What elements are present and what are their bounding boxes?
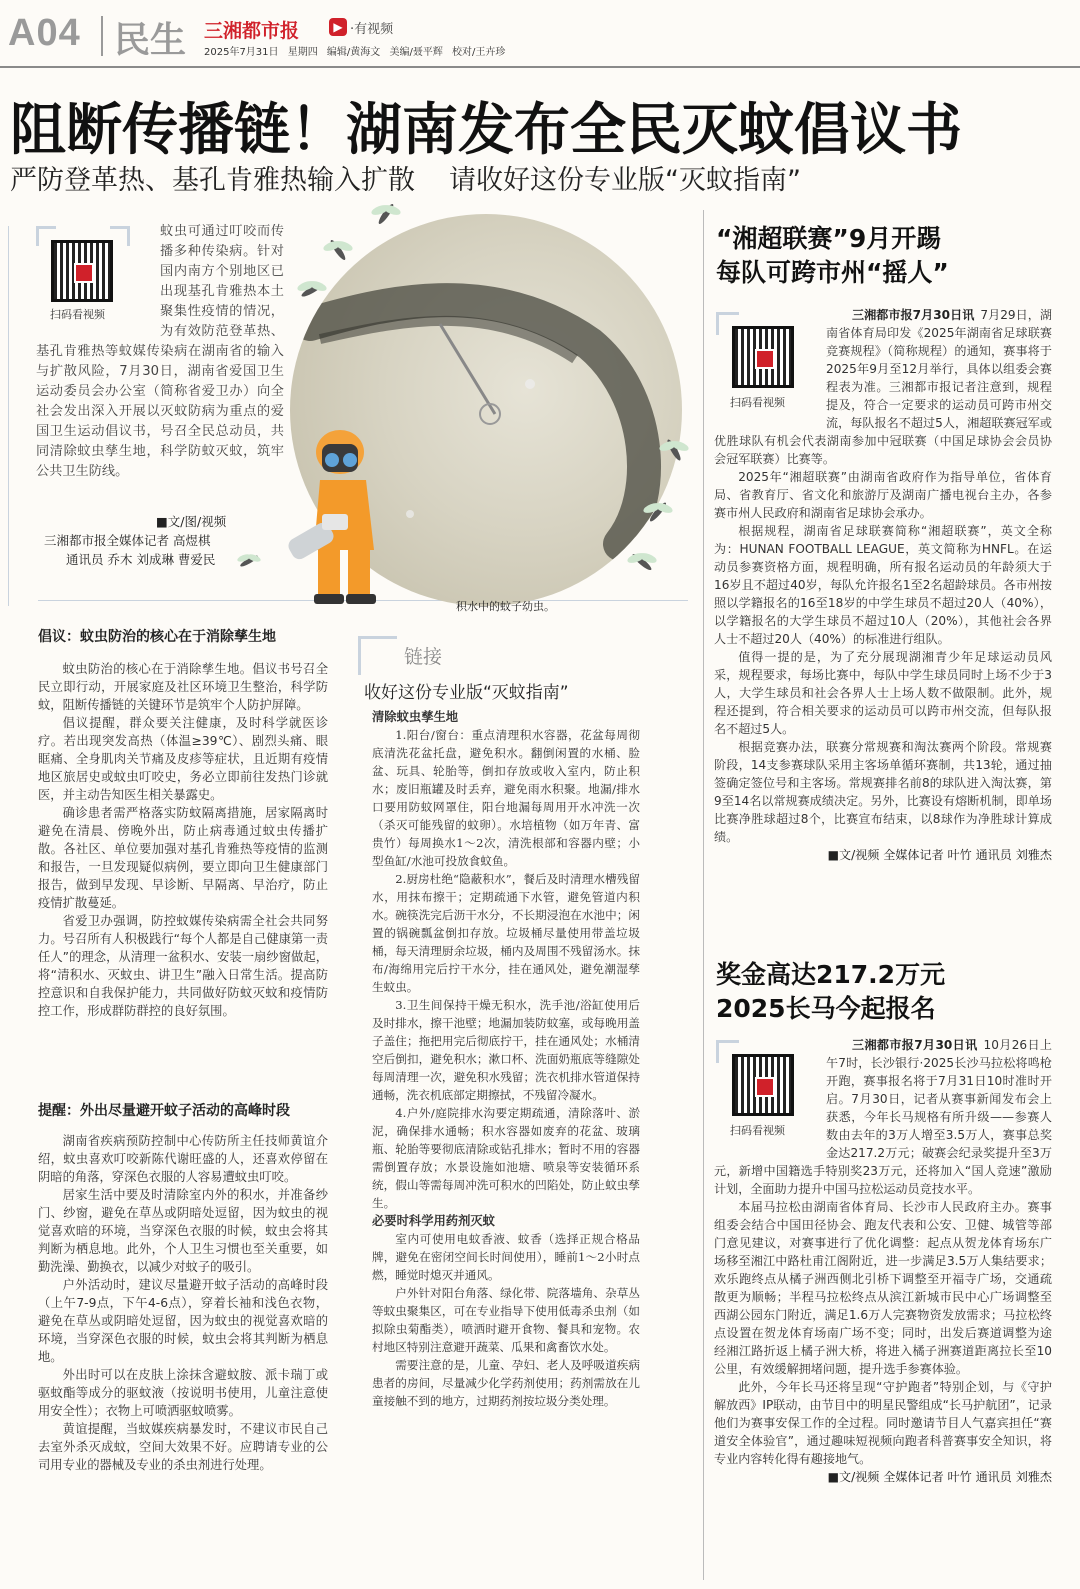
intro-float-spacer bbox=[36, 222, 160, 340]
page-number: A04 bbox=[8, 12, 81, 54]
story2-headline-line1: “湘超联赛”9月开踢 bbox=[716, 224, 942, 253]
paragraph: 户外活动时，建议尽量避开蚊子活动的高峰时段（上午7-9点，下午4-6点），穿着长袖和浅色衣物，避免在草丛或阴暗处逗留，因为蚊虫的视觉喜欢暗的环境，当穿深色衣服的时候，蚊虫会将其判断为栖息地。 bbox=[38, 1278, 328, 1364]
intro-paragraph bbox=[36, 222, 284, 482]
section-heading-1: 倡议：蚊虫防治的核心在于消除孳生地 bbox=[38, 629, 276, 645]
story3-qr-caption: 扫码看视频 bbox=[730, 1124, 785, 1137]
qr-float-spacer bbox=[714, 1036, 826, 1162]
paragraph: 湖南省疾病预防控制中心传防所主任技师黄谊介绍，蚊虫喜欢叮咬新陈代谢旺盛的人，还喜欢停留在阴暗的角落，穿深色衣服的人容易遭蚊虫叮咬。 bbox=[38, 1134, 328, 1184]
paragraph: 居家生活中要及时清除室内外的积水，并准备纱门、纱窗，避免在草丛或阴暗处逗留，因为蚊虫的视觉喜欢暗的环境，当穿深色衣服的时候，蚊虫会将其判断为栖息地。此外，个人卫生习惯也至关重要，如勤洗澡、勤换衣，以减少对蚊子的吸引。 bbox=[38, 1188, 328, 1274]
newspaper-name: 三湘都市报 bbox=[204, 20, 300, 42]
paragraph: 此外，今年长马还将呈现“守护跑者”特别企划，与《守护解放西》IP联动，由节目中的明星民警组成“长马护航团”，记录他们为赛事安保工作的全过程。同时邀请节目人气嘉宾担任“赛道安全体验官”，通过趣味短视频向跑者科普赛事安全知识，将专业内容转化得有趣接地气。 bbox=[714, 1380, 1052, 1466]
column-rule bbox=[703, 210, 704, 1580]
paragraph: 确诊患者需严格落实防蚊隔离措施，居家隔离时避免在清晨、傍晚外出，防止病毒通过蚊虫传播扩散。各社区、单位要加强对基孔肯雅热等疫情的监测和报告，一旦发现疑似病例，要立即向卫生健康部门报告，做到早发现、早诊断、早隔离、早治疗，防止疫情扩散蔓延。 bbox=[38, 806, 328, 910]
story3-dateline: 三湘都市报7月30日讯 bbox=[852, 1038, 978, 1052]
guide-body bbox=[372, 708, 640, 1410]
section-body-1 bbox=[38, 660, 328, 1020]
credit-line-2: 三湘都市报全媒体记者 高煜棋 bbox=[44, 533, 211, 548]
paragraph: 倡议提醒，群众要关注健康，及时科学就医诊疗。若出现突发高热（体温≥39℃）、剧烈头痛、眼眶痛、全身肌肉关节痛及皮疹等症状，且近期有疫情地区旅居史或蚊虫叮咬史，务必立即前往发热门诊就医，并主动告知医生相关暴露史。 bbox=[38, 716, 328, 802]
story3-body bbox=[714, 1036, 1052, 1486]
main-headline: 阻断传播链！湖南发布全民灭蚊倡议书 bbox=[10, 98, 962, 163]
sub-headline-2: 请收好这份专业版“灭蚊指南” bbox=[449, 165, 801, 196]
worker-leg bbox=[348, 550, 370, 596]
story2-headline bbox=[716, 222, 1066, 290]
section-body-2 bbox=[38, 1132, 328, 1474]
issue-date: 2025年7月31日 bbox=[204, 47, 279, 58]
paragraph: 本届马拉松由湖南省体育局、长沙市人民政府主办。赛事组委会结合中国田径协会、跑友代表和公安、卫健、城管等部门意见建议，对赛事进行了优化调整：起点从贺龙体育场东广场移至湘江中路杜甫江阁附近，进一步满足3.5万人集结要求；欢乐跑终点从橘子洲西侧北引桥下调整至开福寺广场，交通疏散更为顺畅；半程马拉松终点从滨江新城市民中心广场调整至西湖公园东门附近，满足1.6万人完赛物资发放需求；马拉松终点设置在贺龙体育场南广场不变；同时，出发后赛道调整为途经湘江路折返上橘子洲大桥，将进入橘子洲赛道距离拉长至10公里，有效缓解拥堵问题，提升选手参赛体验。 bbox=[714, 1200, 1052, 1376]
story2-credit: ■文/视频 全媒体记者 叶竹 通讯员 刘雅杰 bbox=[827, 848, 1052, 862]
credit-line-3: 通讯员 乔木 刘成琳 曹爱民 bbox=[66, 552, 216, 567]
header-rule bbox=[0, 66, 1080, 68]
worker-leg bbox=[318, 550, 340, 596]
mosquito-icon bbox=[656, 432, 692, 468]
story3-credit: ■文/视频 全媒体记者 叶竹 通讯员 刘雅杰 bbox=[827, 1470, 1052, 1484]
pipette bbox=[440, 324, 495, 414]
story3-headline-line2: 2025长马今起报名 bbox=[716, 994, 936, 1023]
guide-item: 4.户外/庭院排水沟要定期疏通，清除落叶、淤泥，确保排水通畅；积水容器如废弃的花盆、玻璃瓶、轮胎等要彻底清除或钻孔排水；暂时不用的容器需倒置存放；水景设施如池塘、喷泉等安装循环系统，假山等需每周冲洗可积水的凹陷处，防止蚊虫孳生。 bbox=[372, 1106, 640, 1210]
mosquito-icon bbox=[640, 494, 676, 530]
video-label: ·有视频 bbox=[350, 22, 394, 37]
worker-boot bbox=[314, 594, 344, 604]
guide-item: 户外针对阳台角落、绿化带、院落墙角、杂草丛等蚊虫聚集区，可在专业指导下使用低毒杀虫剂（如拟除虫菊酯类），喷洒时避开食物、餐具和宠物。农村地区特别注意避开蔬菜、瓜果和禽畜饮水处。 bbox=[372, 1286, 640, 1354]
photo-caption: 积水中的蚊子幼虫。 bbox=[456, 600, 555, 613]
paragraph: 根据规程，湖南省足球联赛简称“湘超联赛”，英文全称为：HUNAN FOOTBALL LEAGUE，英文简称为HNFL。在运动员参赛资格方面，规程明确，所有报名运动员的年龄须大于16岁且不超过40岁，每队允许报名1至2名超龄球员。各市州按照以学籍报名的16至18岁的中学生球员不超过20人（40%），以学籍报名的大学生球员不超过10人（20%），其他社会各界人士不超过20人（40%）的标准进行组队。 bbox=[714, 524, 1052, 646]
intro-text: 蚊虫可通过叮咬而传播多种传染病。针对国内南方个别地区已出现基孔肯雅热本土聚集性疫情的情况，为有效防范登革热、基孔肯雅热等蚊媒传染病在湖南省的输入与扩散风险，7月30日，湖南省爱国卫生运动委员会办公室（简称省爱卫办）向全社会发出深入开展以灭蚊防病为重点的爱国卫生运动倡议书，号召全民总动员，共同清除蚊虫孳生地，科学防蚊灭蚊，筑牢公共卫生防线。 bbox=[36, 224, 284, 479]
section-heading-2: 提醒：外出尽量避开蚊子活动的高峰时段 bbox=[38, 1103, 290, 1119]
section-name: 民生 bbox=[114, 20, 187, 61]
video-logo-icon: ▶ bbox=[329, 18, 347, 36]
guide-subheading-2: 必要时科学用药剂灭蚊 bbox=[372, 1214, 495, 1228]
editor-credit: 编辑/黄海文 bbox=[326, 47, 381, 58]
credit-line-1: ■文/图/视频 bbox=[156, 514, 227, 529]
guide-item: 室内可使用电蚊香液、蚊香（选择正规合格品牌，避免在密闭空间长时间使用），睡前1～2小时点燃，睡觉时熄灭并通风。 bbox=[372, 1232, 640, 1282]
sub-headline bbox=[10, 158, 801, 197]
mosquito-icon bbox=[368, 196, 404, 232]
worker-goggle bbox=[325, 453, 339, 467]
mosquito-icon bbox=[234, 546, 264, 576]
story2-body bbox=[714, 306, 1052, 864]
mosquito-icon bbox=[320, 232, 356, 268]
qr-float-spacer bbox=[714, 306, 826, 432]
link-label: 链接 bbox=[404, 646, 443, 668]
paragraph: 外出时可以在皮肤上涂抹含避蚊胺、派卡瑞丁或驱蚊酯等成分的驱蚊液（按说明书使用，儿童注意使用安全性）；衣物上可喷洒驱蚊喷雾。 bbox=[38, 1368, 328, 1418]
header-divider bbox=[101, 16, 103, 56]
paragraph: 根据竞赛办法，联赛分常规赛和淘汰赛两个阶段。常规赛阶段，14支参赛球队采用主客场单循环赛制，共13轮，通过抽签确定签位号和主客场。常规赛排名前8的球队进入淘汰赛，第9至14名以常规赛成绩决定。另外，比赛设有熔断机制，即单场比赛净胜球超过8个，比赛宣布结束，以8球作为净胜球计算成绩。 bbox=[714, 740, 1052, 844]
mosquito-icon bbox=[294, 272, 330, 308]
designer-credit: 美编/聂平辉 bbox=[389, 47, 443, 58]
guide-item: 需要注意的是，儿童、孕妇、老人及呼吸道疾病患者的房间，尽量减少化学药剂使用；药剂需放在儿童接触不到的地方，过期药剂按垃圾分类处理。 bbox=[372, 1358, 640, 1408]
story3-headline-line1: 奖金高达217.2万元 bbox=[716, 960, 946, 989]
story2-dateline: 三湘都市报7月30日讯 bbox=[852, 308, 975, 322]
story2-lead: 7月29日，湖南省体育局印发《2025年湖南省足球联赛竞赛规程》（简称规程）的通知，赛事将于2025年9月至12月举行，具体以组委会赛程表为准。三湘都市报记者注意到，规程提及，符合一定要求的运动员可跨市州交流，每队报名不超过5人，湘超联赛冠军或优胜球队有机会代表湖南参加中冠联赛（中国足球协会会员协会冠军联赛）比赛等。 bbox=[714, 308, 1052, 466]
story3-lead: 10月26日上午7时，长沙银行·2025长沙马拉松将鸣枪开跑，赛事报名将于7月31日10时准时开启。7月30日，记者从赛事新闻发布会上获悉，今年长马规格有所升级——参赛人数由去年的3万人增至3.5万人，赛事总奖金达217.2万元；破赛会纪录奖提升至3万元，新增中国籍选手特别奖23万元，还将加入“国人竞速”激励计划，全面助力提升中国马拉松运动员竞技水平。 bbox=[714, 1038, 1053, 1196]
guide-item: 1.阳台/窗台：重点清理积水容器，花盆每周彻底清洗花盆托盘，避免积水。翻倒闲置的水桶、脸盆、玩具、轮胎等，倒扣存放或收入室内，防止积水；废旧瓶罐及时丢弃，避免雨水积聚。地漏/排水口要用防蚊网罩住，阳台地漏每周用开水冲洗一次（杀灭可能残留的蚊卵）。水培植物（如万年青、富贵竹）每周换水1～2次，清洗根部和容器内壁；小型鱼缸/水池可投放食蚊鱼。 bbox=[372, 728, 640, 868]
paragraph: 值得一提的是，为了充分展现湖湘青少年足球运动员风采，规程要求，每场比赛中，每队中学生球员同时上场不少于3人，大学生球员和社会各界人士上场人数不做限制。此外，规程还提到，符合相关要求的运动员可以跨市州交流，但每队报名不超过5人。 bbox=[714, 650, 1052, 736]
story2-qr-caption: 扫码看视频 bbox=[730, 396, 785, 409]
mosquito-icon bbox=[624, 544, 660, 580]
story2-headline-line2: 每队可跨市州“摇人” bbox=[716, 258, 949, 287]
paragraph: 蚊虫防治的核心在于消除孳生地。倡议书号召全民立即行动，开展家庭及社区环境卫生整治，科学防蚊，阻断传播链的关键环节是筑牢个人防护屏障。 bbox=[38, 662, 328, 712]
frame-line bbox=[8, 226, 9, 606]
story3-headline bbox=[716, 958, 1066, 1026]
guide-item: 3.卫生间保持干燥无积水，洗手池/浴缸使用后及时排水，擦干池壁；地漏加装防蚊塞，或每晚用盖子盖住；拖把用完后彻底拧干，挂在通风处；水桶清空后倒扣，避免积水；漱口杯、洗面奶瓶底等缝隙处每周清理一次，避免积水残留；洗衣机排水管道保持通畅，洗衣机底部定期擦拭，不残留冷凝水。 bbox=[372, 998, 640, 1102]
worker-illustration bbox=[288, 410, 428, 610]
worker-boot bbox=[346, 594, 376, 604]
issue-weekday: 星期四 bbox=[287, 47, 318, 58]
guide-title: 收好这份专业版“灭蚊指南” bbox=[364, 683, 569, 703]
link-frame bbox=[358, 636, 397, 675]
worker-hand bbox=[322, 514, 348, 530]
bubble bbox=[525, 379, 535, 389]
paragraph: 省爱卫办强调，防控蚊媒传染病需全社会共同努力。号召所有人积极践行“每个人都是自己健康第一责任人”的理念，从清理一盆积水、安装一扇纱窗做起，将“清积水、灭蚊虫、讲卫生”融入日常生活。提高防控意识和自我保护能力，共同做好防蚊灭蚊和疫情防控工作，形成群防群控的良好氛围。 bbox=[38, 914, 328, 1018]
issue-info bbox=[204, 43, 511, 58]
sub-headline-1: 严防登革热、基孔肯雅热输入扩散 bbox=[10, 165, 415, 196]
guide-subheading-1: 清除蚊虫孳生地 bbox=[372, 710, 459, 724]
qr-caption: 扫码看视频 bbox=[50, 308, 105, 321]
proof-credit: 校对/王卉珍 bbox=[452, 47, 506, 58]
paragraph: 黄谊提醒，当蚊媒疾病暴发时，不建议市民自己去室外杀灭成蚊，空间大效果不好。应聘请专业的公司用专业的器械及专业的杀虫剂进行处理。 bbox=[38, 1422, 328, 1472]
guide-item: 2.厨房杜绝“隐蔽积水”，餐后及时清理水槽残留水，用抹布擦干；定期疏通下水管，避免管道内积水。碗筷洗完后沥干水分，不长期浸泡在水池中；闲置的锅碗瓢盆倒扣存放。垃圾桶尽量使用带盖垃圾桶，每天清理厨余垃圾，桶内及周围不残留汤水。抹布/海绵用完后拧干水分，挂在通风处，避免潮湿孳生蚊虫。 bbox=[372, 872, 640, 994]
paragraph: 2025年“湘超联赛”由湖南省政府作为指导单位，省体育局、省教育厅、省文化和旅游厅及湖南广播电视台主办，各参赛市州人民政府和湖南省足球协会承办。 bbox=[714, 470, 1052, 520]
worker-goggle bbox=[343, 453, 357, 467]
